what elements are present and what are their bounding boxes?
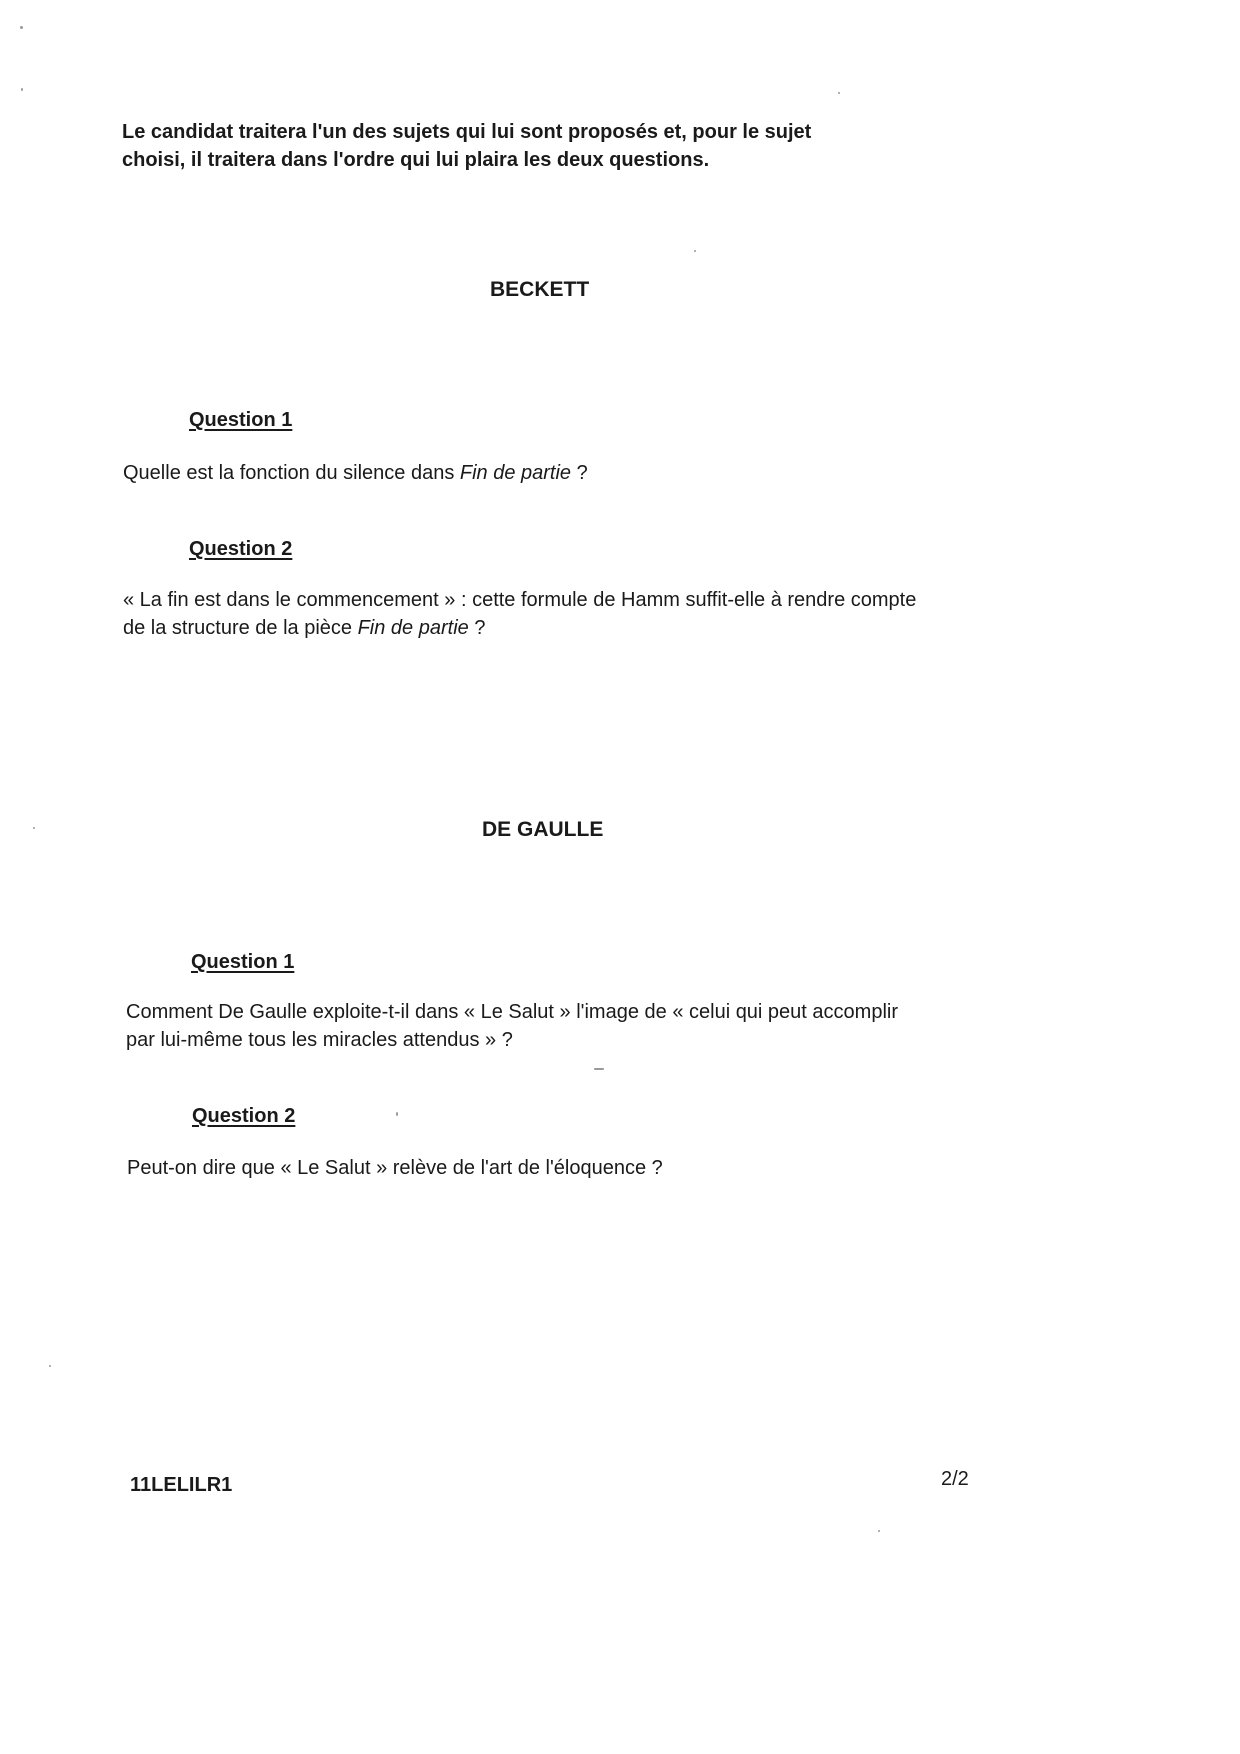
scan-speck (49, 1365, 51, 1367)
section-title-beckett: BECKETT (490, 278, 590, 301)
page-number: 2/2 (941, 1468, 969, 1490)
de-gaulle-question-1-text: Comment De Gaulle exploite-t-il dans « Le Salut » l'image de « celui qui peut accomplir par lui-même tous les miracles attendus » ? (126, 1001, 898, 1051)
beckett-question-1-heading: Question 1 (189, 409, 293, 431)
instructions: Le candidat traitera l'un des sujets qui lui sont proposés et, pour le sujet choisi, il traitera dans l'ordre qui lui plaira les deux questions. (122, 121, 812, 171)
de-gaulle-question-2-heading: Question 2 (192, 1105, 296, 1127)
scan-speck (838, 92, 840, 94)
scan-speck (33, 827, 35, 829)
de-gaulle-question-2-text: Peut-on dire que « Le Salut » relève de l'art de l'éloquence ? (127, 1157, 663, 1179)
scan-speck (20, 26, 23, 29)
beckett-question-2-text: « La fin est dans le commencement » : cette formule de Hamm suffit-elle à rendre compte de la structure de la pièce Fin de partie ? (123, 589, 917, 639)
section-title-de-gaulle: DE GAULLE (482, 818, 604, 841)
scan-speck (694, 250, 696, 252)
beckett-question-2-heading: Question 2 (189, 538, 293, 560)
scan-speck (21, 88, 23, 91)
de-gaulle-question-1-heading: Question 1 (191, 951, 295, 973)
exam-code: 11LELILR1 (130, 1474, 233, 1496)
work-title: Fin de partie (357, 617, 469, 639)
scan-speck (878, 1530, 880, 1532)
beckett-question-1-text: Quelle est la fonction du silence dans Fin de partie ? (123, 462, 588, 484)
work-title: Fin de partie (459, 462, 572, 484)
scan-speck (396, 1112, 398, 1116)
scan-speck (594, 1068, 604, 1070)
